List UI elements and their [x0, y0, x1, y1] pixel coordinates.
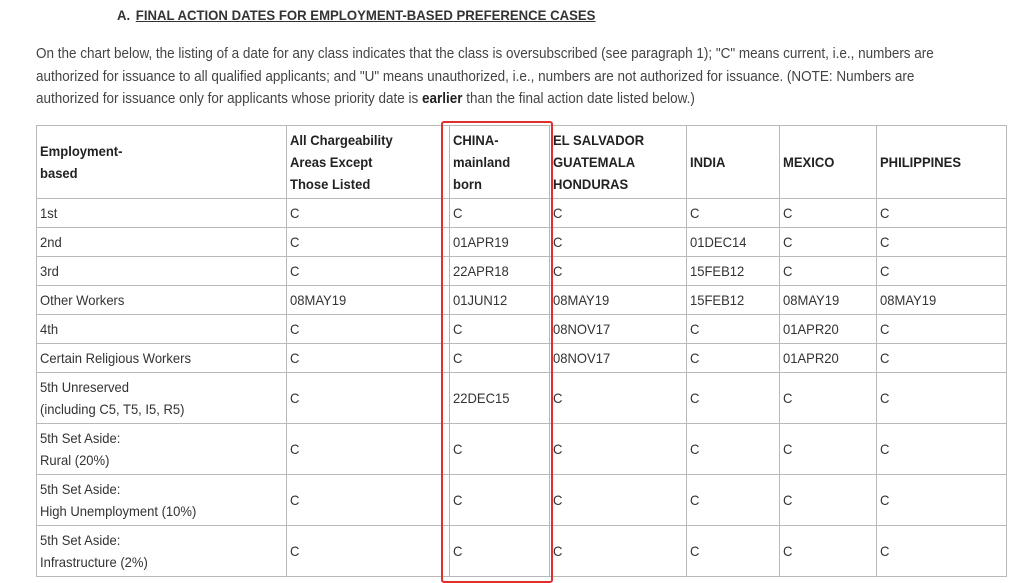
column-header-line: EL SALVADOR — [553, 132, 645, 148]
column-header — [550, 126, 687, 199]
table-cell — [780, 424, 877, 475]
table-cell — [687, 373, 780, 424]
table-cell — [687, 424, 780, 475]
table-cell — [877, 315, 1007, 344]
table-cell — [780, 475, 877, 526]
row-category-line: Infrastructure (2%) — [40, 554, 148, 570]
table-cell — [287, 424, 450, 475]
table-cell — [550, 199, 687, 228]
row-category — [37, 228, 287, 257]
table-cell — [877, 344, 1007, 373]
table-cell — [687, 526, 780, 577]
row-category-line: (including C5, T5, I5, R5) — [40, 401, 185, 417]
table-cell-value: C — [690, 205, 700, 221]
table-cell — [450, 286, 550, 315]
column-header — [780, 126, 877, 199]
table-cell-value: 08MAY19 — [880, 292, 937, 308]
table-cell — [780, 373, 877, 424]
column-header-line: All Chargeability — [290, 132, 393, 148]
table-cell-value: C — [783, 234, 793, 250]
column-header-line: born — [453, 176, 482, 192]
table-cell-value: C — [290, 234, 300, 250]
table-row — [37, 344, 1007, 373]
table-cell — [687, 475, 780, 526]
column-header — [287, 126, 450, 199]
table-cell — [287, 344, 450, 373]
table-cell — [287, 257, 450, 286]
row-category — [37, 315, 287, 344]
table-cell-value: 08NOV17 — [553, 350, 611, 366]
table-cell-value: 01JUN12 — [453, 292, 508, 308]
column-header — [450, 126, 550, 199]
table-cell — [780, 315, 877, 344]
table-cell — [450, 424, 550, 475]
table-cell — [780, 199, 877, 228]
table-cell-value: C — [880, 263, 890, 279]
table-cell — [877, 373, 1007, 424]
table-cell-value: C — [453, 205, 463, 221]
table-cell-value: C — [690, 441, 700, 457]
table-cell-value: C — [880, 350, 890, 366]
table-cell — [287, 475, 450, 526]
table-cell-value: 08MAY19 — [290, 292, 347, 308]
row-category-line: 3rd — [40, 263, 59, 279]
table-cell-value: C — [553, 205, 563, 221]
row-category-line: 5th Set Aside: — [40, 532, 121, 548]
table-cell-value: C — [290, 205, 300, 221]
intro-paragraph — [36, 43, 938, 111]
row-category-line: 1st — [40, 205, 58, 221]
table-cell-value: C — [880, 205, 890, 221]
table-cell — [450, 344, 550, 373]
table-row — [37, 257, 1007, 286]
table-cell-value: C — [290, 321, 300, 337]
table-cell — [780, 526, 877, 577]
table-cell-value: C — [690, 321, 700, 337]
table-cell-value: C — [783, 543, 793, 559]
table-cell — [780, 344, 877, 373]
table-row — [37, 315, 1007, 344]
table-cell — [877, 424, 1007, 475]
table-cell — [550, 344, 687, 373]
table-cell — [450, 257, 550, 286]
table-cell-value: C — [880, 441, 890, 457]
table-cell — [550, 475, 687, 526]
column-header-line: HONDURAS — [553, 176, 629, 192]
column-header-line: MEXICO — [783, 154, 835, 170]
table-cell — [450, 315, 550, 344]
table-row — [37, 373, 1007, 424]
section-title: FINAL ACTION DATES FOR EMPLOYMENT-BASED PREFERENCE CASES — [135, 7, 596, 23]
table-cell-value: C — [290, 441, 300, 457]
table-cell-value: C — [553, 234, 563, 250]
table-cell — [877, 257, 1007, 286]
table-cell — [687, 286, 780, 315]
table-cell — [450, 373, 550, 424]
row-category-line: Rural (20%) — [40, 452, 110, 468]
table-cell — [877, 199, 1007, 228]
table-cell — [550, 257, 687, 286]
table-cell — [287, 315, 450, 344]
table-cell — [287, 199, 450, 228]
final-action-dates-table — [36, 125, 1007, 577]
table-cell-value: C — [553, 390, 563, 406]
table-cell — [687, 257, 780, 286]
table-cell — [550, 315, 687, 344]
table-cell — [550, 373, 687, 424]
table-cell-value: C — [880, 321, 890, 337]
row-category-line: 4th — [40, 321, 59, 337]
table-cell — [287, 526, 450, 577]
table-row — [37, 475, 1007, 526]
table-cell — [450, 475, 550, 526]
table-cell-value: 08MAY19 — [783, 292, 840, 308]
table-cell-value: C — [290, 263, 300, 279]
column-header-line: GUATEMALA — [553, 154, 636, 170]
table-cell — [877, 526, 1007, 577]
table-row — [37, 286, 1007, 315]
table-cell — [877, 228, 1007, 257]
table-header-row — [37, 126, 1007, 199]
table-cell-value: 22APR18 — [453, 263, 509, 279]
table-cell — [780, 286, 877, 315]
table-cell-value: 22DEC15 — [453, 390, 510, 406]
table-cell-value: C — [553, 492, 563, 508]
table-cell — [877, 286, 1007, 315]
table-cell — [877, 475, 1007, 526]
table-cell-value: C — [553, 263, 563, 279]
table-cell — [450, 526, 550, 577]
table-cell-value: C — [290, 492, 300, 508]
table-cell-value: C — [783, 263, 793, 279]
row-category — [37, 373, 287, 424]
table-cell — [550, 286, 687, 315]
table-cell-value: C — [553, 441, 563, 457]
row-category — [37, 286, 287, 315]
table-cell-value: C — [690, 350, 700, 366]
table-cell — [287, 286, 450, 315]
table-cell — [780, 228, 877, 257]
table-cell — [550, 228, 687, 257]
table-cell-value: 01APR20 — [783, 350, 839, 366]
column-header-line: PHILIPPINES — [880, 154, 962, 170]
table-cell — [780, 257, 877, 286]
table-cell — [687, 315, 780, 344]
table-cell-value: 01DEC14 — [690, 234, 747, 250]
table-cell-value: C — [880, 543, 890, 559]
column-header — [37, 126, 287, 199]
table-cell-value: 15FEB12 — [690, 263, 745, 279]
table-body — [37, 199, 1007, 577]
table-cell-value: C — [453, 321, 463, 337]
table-cell-value: C — [290, 543, 300, 559]
row-category — [37, 344, 287, 373]
table-row — [37, 424, 1007, 475]
table-cell — [550, 424, 687, 475]
section-prefix: A. — [117, 7, 131, 23]
column-header-line: Employment- — [40, 143, 123, 159]
table-cell — [450, 228, 550, 257]
table-cell — [450, 199, 550, 228]
table-cell-value: C — [783, 205, 793, 221]
table-row — [37, 228, 1007, 257]
row-category — [37, 526, 287, 577]
intro-text-end: than the final action date listed below.) — [462, 91, 695, 107]
column-header — [687, 126, 780, 199]
table-cell — [287, 373, 450, 424]
table-cell-value: C — [453, 543, 463, 559]
table-cell-value: C — [783, 441, 793, 457]
intro-text: On the chart below, the listing of a date for any class indicates that the class is oversubscribed (see paragraph 1); "C" means current, i.e., numbers are authorized for issuance to all qualified applicants; and "U" means unauthorized, i.e., numbers are not authorized for issuance. (NOTE: Numbers are authorized for issuance only for applicants whose priority date is — [36, 46, 934, 107]
table-cell-value: C — [690, 492, 700, 508]
column-header-line: Areas Except — [290, 154, 373, 170]
table-cell-value: 01APR20 — [783, 321, 839, 337]
table-cell-value: C — [880, 492, 890, 508]
section-heading — [117, 7, 595, 23]
table-cell-value: C — [453, 492, 463, 508]
column-header-line: Those Listed — [290, 176, 371, 192]
column-header — [877, 126, 1007, 199]
row-category — [37, 257, 287, 286]
table-cell-value: C — [880, 234, 890, 250]
table-cell-value: C — [553, 543, 563, 559]
row-category-line: 5th Set Aside: — [40, 430, 121, 446]
row-category — [37, 199, 287, 228]
table-cell-value: 08NOV17 — [553, 321, 611, 337]
column-header-line: CHINA- — [453, 132, 499, 148]
table-cell — [287, 228, 450, 257]
row-category-line: 5th Unreserved — [40, 379, 130, 395]
row-category-line: High Unemployment (10%) — [40, 503, 197, 519]
table-cell — [550, 526, 687, 577]
table-cell-value: 01APR19 — [453, 234, 509, 250]
table-cell-value: C — [783, 492, 793, 508]
table-cell-value: C — [783, 390, 793, 406]
column-header-line: mainland — [453, 154, 511, 170]
table-cell-value: C — [290, 390, 300, 406]
table-cell-value: 08MAY19 — [553, 292, 610, 308]
row-category — [37, 475, 287, 526]
row-category-line: 5th Set Aside: — [40, 481, 121, 497]
table-cell-value: C — [453, 350, 463, 366]
table-cell-value: C — [880, 390, 890, 406]
table-cell-value: C — [453, 441, 463, 457]
row-category — [37, 424, 287, 475]
table-cell-value: C — [290, 350, 300, 366]
row-category-line: 2nd — [40, 234, 62, 250]
table-row — [37, 199, 1007, 228]
table-row — [37, 526, 1007, 577]
table-cell-value: 15FEB12 — [690, 292, 745, 308]
table-cell — [687, 228, 780, 257]
intro-bold: earlier — [422, 91, 463, 107]
table-cell — [687, 199, 780, 228]
table-cell — [687, 344, 780, 373]
column-header-line: INDIA — [690, 154, 726, 170]
row-category-line: Other Workers — [40, 292, 125, 308]
table-cell-value: C — [690, 543, 700, 559]
table-cell-value: C — [690, 390, 700, 406]
column-header-line: based — [40, 165, 78, 181]
row-category-line: Certain Religious Workers — [40, 350, 191, 366]
